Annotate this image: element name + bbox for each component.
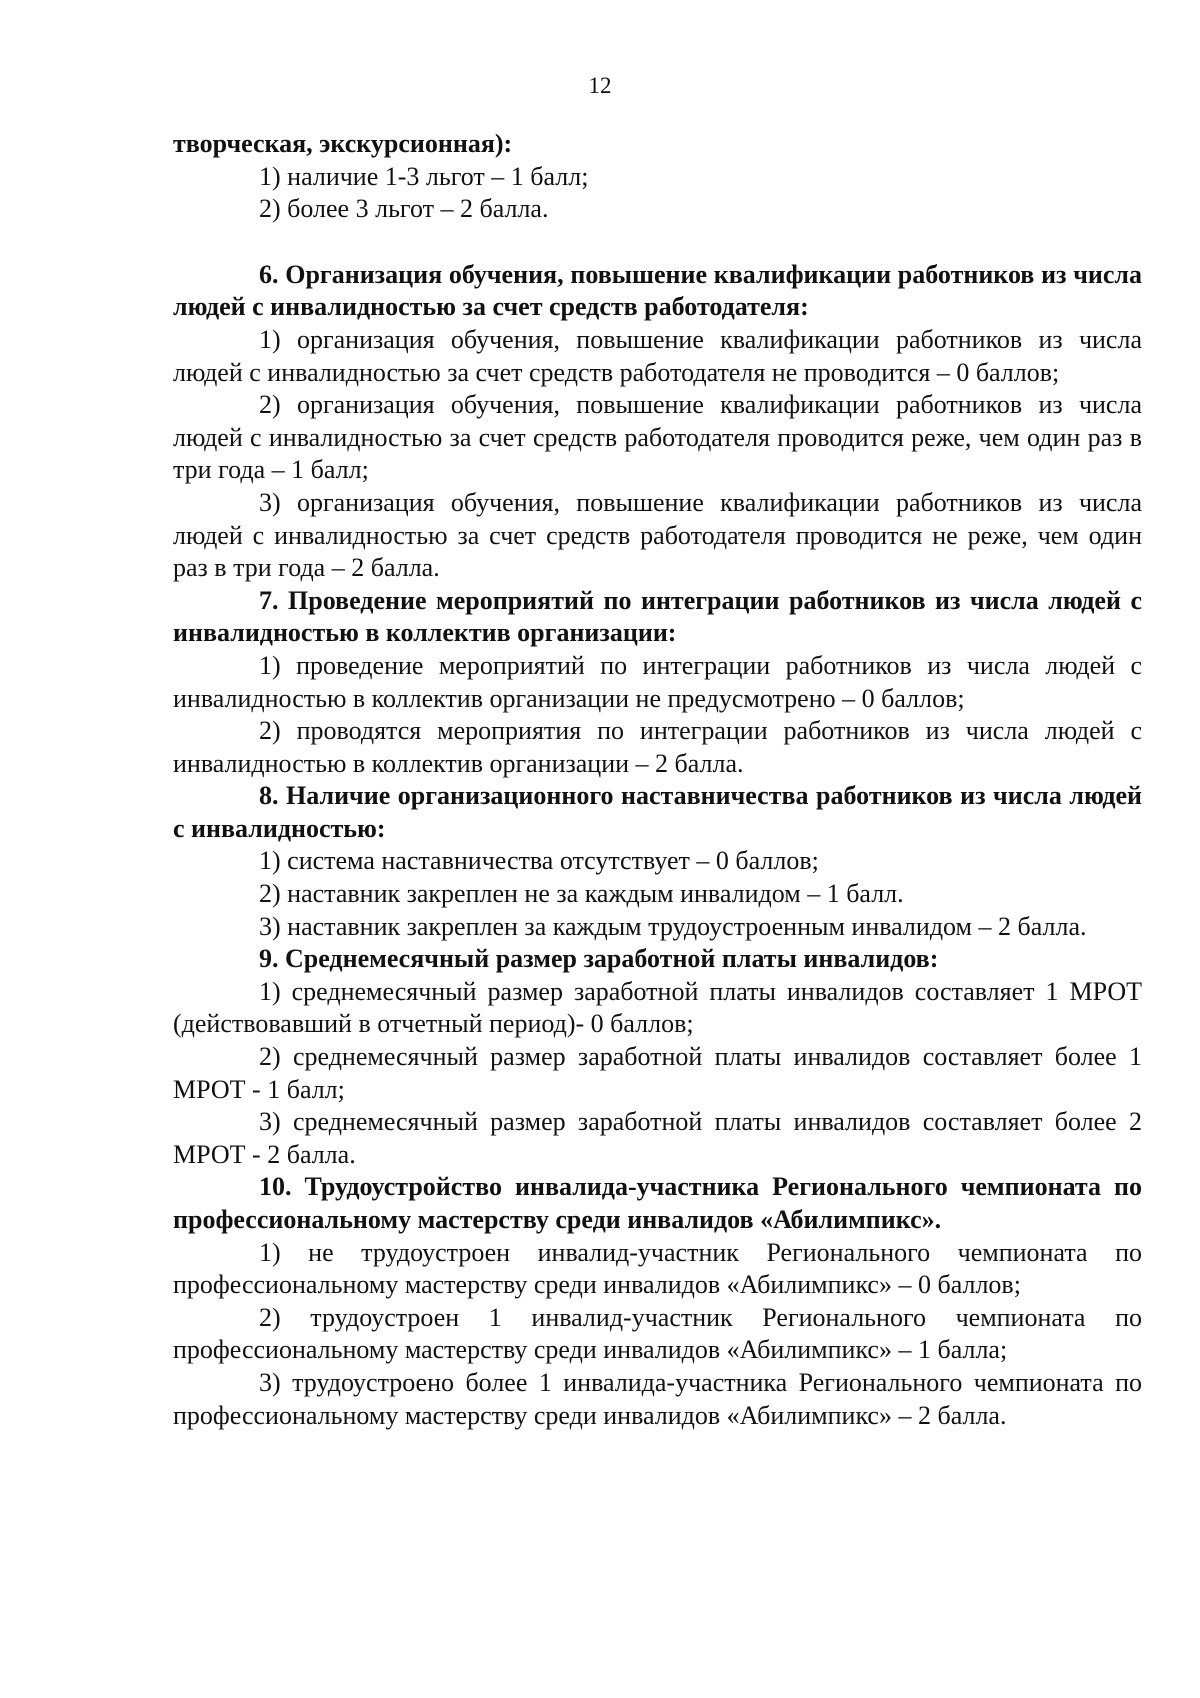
- section-9-item-3: 3) среднемесячный размер заработной платы инвалидов составляет более 2 МРОТ - 2 балла.: [173, 1107, 1142, 1169]
- section-5-item-1: 1) наличие 1-3 льгот – 1 балл;: [259, 161, 589, 191]
- section-10-item-1: 1) не трудоустроен инвалид-участник Регионального чемпионата по профессиональному мастерству среди инвалидов «Абилимпикс» – 0 баллов;: [173, 1237, 1142, 1300]
- section-7-heading: 7. Проведение мероприятий по интеграции работников из числа людей с инвалидностью в коллектив организации:: [173, 585, 1142, 648]
- section-5-heading-tail: творческая, экскурсионная):: [173, 129, 513, 158]
- section-8-item-1: 1) система наставничества отсутствует – 0 баллов;: [259, 846, 819, 876]
- paragraph-gap: [173, 226, 1142, 259]
- section-10-heading: 10. Трудоустройство инвалида-участника Регионального чемпионата по профессиональному мастерству среди инвалидов «Абилимпикс».: [173, 1172, 1142, 1234]
- document-body: [173, 128, 1142, 1432]
- section-8-item-3: 3) наставник закреплен за каждым трудоустроенным инвалидом – 2 балла.: [259, 911, 1087, 941]
- section-8-item-2: 2) наставник закреплен не за каждым инвалидом – 1 балл.: [259, 879, 904, 909]
- section-6-item-3: 3) организация обучения, повышение квалификации работников из числа людей с инвалидностью за счет средств работодателя проводится не реже, чем один раз в три года – 2 балла.: [173, 487, 1142, 583]
- section-9-item-1: 1) среднемесячный размер заработной платы инвалидов составляет 1 МРОТ (действовавший в отчетный период)- 0 баллов;: [173, 976, 1142, 1039]
- section-6-item-1: 1) организация обучения, повышение квалификации работников из числа людей с инвалидностью за счет средств работодателя не проводится – 0 баллов;: [173, 324, 1142, 387]
- section-6-item-2: 2) организация обучения, повышение квалификации работников из числа людей с инвалидностью за счет средств работодателя проводится реже, чем один раз в три года – 1 балл;: [173, 390, 1142, 485]
- section-7-item-1: 1) проведение мероприятий по интеграции работников из числа людей с инвалидностью в коллектив организации не предусмотрено – 0 баллов;: [173, 650, 1142, 713]
- page-number: 12: [588, 73, 612, 98]
- section-9-heading: 9. Среднемесячный размер заработной платы инвалидов:: [259, 944, 939, 974]
- section-7-item-2: 2) проводятся мероприятия по интеграции работников из числа людей с инвалидностью в коллектив организации – 2 балла.: [173, 716, 1142, 778]
- section-10-item-2: 2) трудоустроен 1 инвалид-участник Регионального чемпионата по профессиональному мастерству среди инвалидов «Абилимпикс» – 1 балла;: [173, 1302, 1142, 1365]
- section-9-item-2: 2) среднемесячный размер заработной платы инвалидов составляет более 1 МРОТ - 1 балл;: [173, 1042, 1142, 1104]
- section-10-item-3: 3) трудоустроено более 1 инвалида-участника Регионального чемпионата по профессиональному мастерству среди инвалидов «Абилимпикс» – 2 балла.: [173, 1367, 1142, 1430]
- section-8-heading: 8. Наличие организационного наставничества работников из числа людей с инвалидностью:: [173, 781, 1142, 843]
- section-6-heading: 6. Организация обучения, повышение квалификации работников из числа людей с инвалидностью за счет средств работодателя:: [173, 259, 1142, 322]
- section-5-item-2: 2) более 3 льгот – 2 балла.: [259, 194, 549, 224]
